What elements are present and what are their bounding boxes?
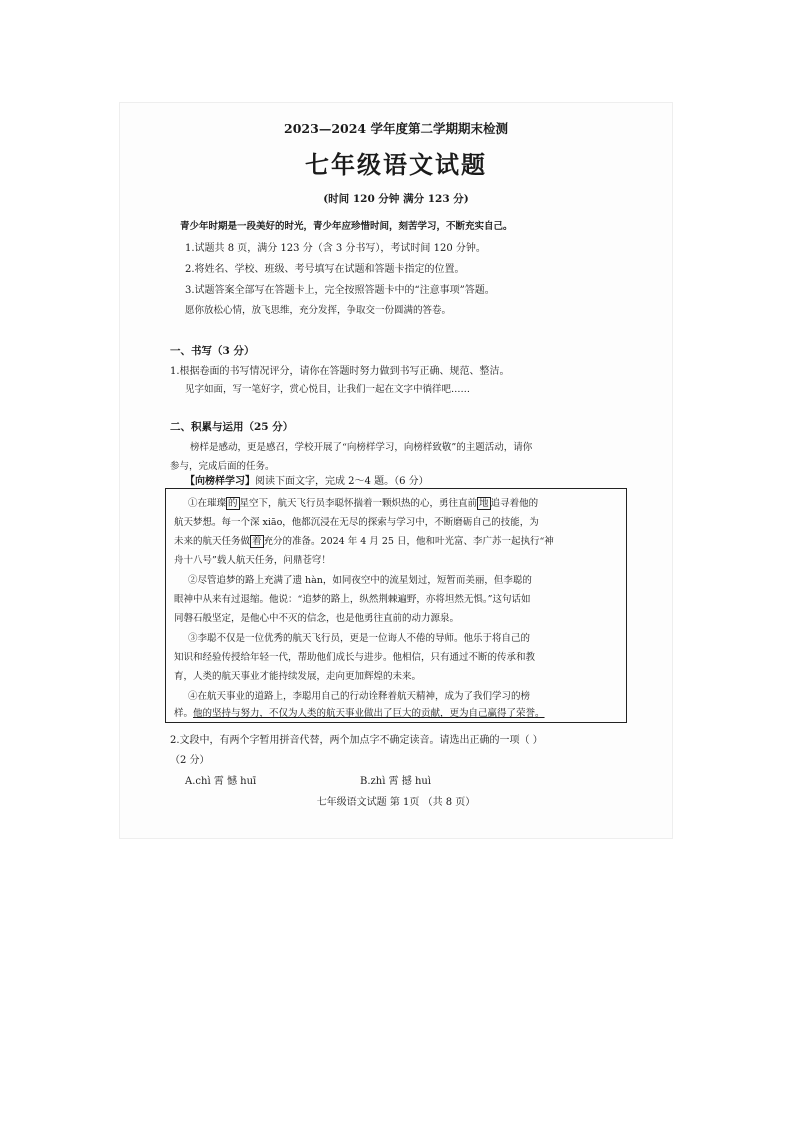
boxed-char-zhe: 着 [252, 536, 262, 547]
task-label: 【向榜样学习】 [185, 476, 255, 487]
question-2-score: （2 分） [170, 755, 210, 766]
section-2-heading: 二、积累与运用（25 分） [170, 421, 294, 433]
section-2-intro-b: 参与，完成后面的任务。 [170, 461, 275, 472]
p1-text-a: ①在璀璨 [188, 498, 227, 509]
task-text: 阅读下面文字，完成 2～4 题。（6 分） [255, 476, 429, 487]
rule-3: 3.试题答案全部写在答题卡上，完全按照答题卡中的“注意事项”答题。 [185, 285, 495, 296]
p4-line2-text-a: 样。 [174, 708, 194, 719]
question-2-option-b: B.zhì 霄 撼 huì [360, 776, 432, 787]
p1-text-d: 追寻着他的 [490, 498, 539, 509]
exam-page [120, 103, 672, 838]
passage-p3-line-1: ③李聪不仅是一位优秀的航天飞行员，更是一位诲人不倦的导师。他乐于将自己的 [188, 633, 531, 644]
section-1-line-1: 1.根据卷面的书写情况评分，请你在答题时努力做到书写正确、规范、整洁。 [170, 366, 510, 377]
reading-passage-box [165, 488, 627, 723]
rule-1: 1.试题共 8 页，满分 123 分（含 3 分书写），考试时间 120 分钟。 [185, 243, 486, 254]
passage-p1-line-2: 航天梦想。每一个深 xiāo，他都沉浸在无尽的探索与学习中，不断磨砺自己的技能，为 [174, 517, 539, 528]
passage-p4-line-1: ④在航天事业的道路上，李聪用自己的行动诠释着航天精神，成为了我们学习的榜 [188, 691, 531, 702]
motto-line: 青少年时期是一段美好的时光，青少年应珍惜时间，刻苦学习，不断充实自己。 [180, 221, 513, 232]
section-2-intro-a: 榜样是感动，更是感召，学校开展了“向榜样学习，向榜样致敬”的主题活动，请你 [190, 442, 533, 453]
passage-p1-line-3 [174, 533, 554, 547]
underlined-sentence: 他的坚持与努力，不仅为人类的航天事业做出了巨大的贡献，更为自己赢得了荣誉。 [193, 708, 545, 719]
passage-p1-line-1 [188, 495, 538, 509]
passage-p1-line-4: 舟十八号”载人航天任务，问鼎苍穹！ [174, 555, 331, 566]
p1-text-c: 星空下，航天飞行员李聪怀揣着一颗炽热的心，勇往直前 [239, 498, 478, 509]
section-1-heading: 一、书写（3 分） [170, 345, 255, 357]
exam-term-heading: 2023—2024 学年度第二学期期末检测 [284, 121, 508, 136]
passage-p3-line-2: 知识和经验传授给年轻一代，帮助他们成长与进步。他相信，只有通过不断的传承和教 [174, 652, 536, 663]
section-1-line-2: 见字如面，写一笔好字，赏心悦目，让我们一起在文字中徜徉吧…… [185, 384, 471, 395]
passage-p4-line-2 [174, 705, 545, 719]
question-2-stem: 2.文段中，有两个字暂用拼音代替，两个加点字不确定读音。请选出正确的一项（ ） [170, 735, 543, 746]
passage-p3-line-3: 育，人类的航天事业才能持续发展，走向更加辉煌的未来。 [174, 671, 422, 682]
exam-title: 七年级语文试题 [305, 150, 487, 179]
boxed-char-de: 的 [228, 498, 238, 509]
question-2-option-a: A.chì 霄 憾 huī [185, 776, 257, 787]
passage-p2-line-3: 同磐石般坚定，是他心中不灭的信念，也是他勇往直前的动力源泉。 [174, 613, 460, 624]
boxed-char-di: 地 [479, 498, 489, 509]
rule-2: 2.将姓名、学校、班级、考号填写在试题和答题卡指定的位置。 [185, 264, 465, 275]
p1-line3-text-b: 充分的准备。2024 年 4 月 25 日，他和叶光富、李广苏一起执行“神 [263, 536, 554, 547]
passage-p2-line-1: ②尽管追梦的路上充满了遗 hàn，如同夜空中的流星划过，短暂而美丽，但李聪的 [188, 575, 532, 586]
p1-line3-text-a: 未来的航天任务做 [174, 536, 251, 547]
passage-p2-line-2: 眼神中从来有过退缩。他说：“追梦的路上，纵然荆棘遍野，亦将坦然无惧。”这句话如 [174, 594, 531, 605]
time-score-line: (时间 120 分钟 满分 123 分) [323, 193, 469, 205]
wish-line: 愿你放松心情，放飞思维，充分发挥，争取交一份圆满的答卷。 [185, 305, 452, 316]
task-line [185, 472, 429, 487]
page-footer: 七年级语文试题 第 1页 （共 8 页） [316, 797, 476, 808]
